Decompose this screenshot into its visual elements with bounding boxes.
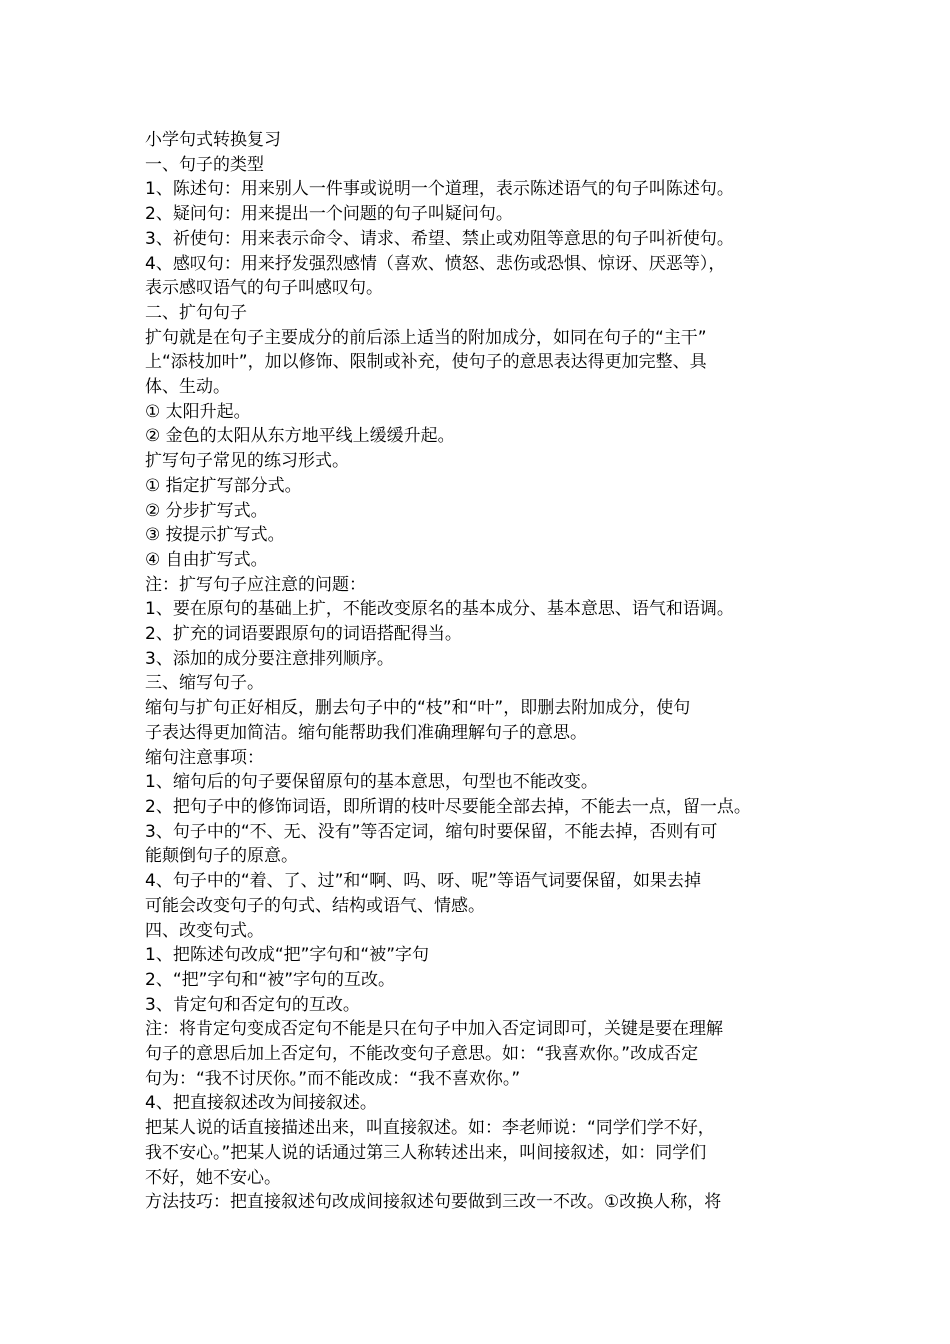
text-line: 体、生动。 bbox=[145, 377, 230, 398]
text-line: 2、把句子中的修饰词语，即所谓的枝叶尽要能全部去掉，不能去一点，留一点。 bbox=[145, 796, 751, 817]
list-item: ③ 按提示扩写式。 bbox=[145, 525, 285, 546]
section-heading-sentence-types: 一、句子的类型 bbox=[145, 154, 264, 175]
text-line: 缩句与扩句正好相反，删去句子中的“枝”和“叶”，即删去附加成分，使句 bbox=[145, 698, 691, 719]
text-line: 句子的意思后加上否定句，不能改变句子意思。如：“我喜欢你。”改成否定 bbox=[145, 1044, 699, 1065]
text-line: 2、扩充的词语要跟原句的词语搭配得当。 bbox=[145, 624, 462, 645]
text-line: 句为：“我不讨厌你。”而不能改成：“我不喜欢你。” bbox=[145, 1068, 521, 1089]
text-line: 3、句子中的“不、无、没有”等否定词，缩句时要保留，不能去掉，否则有可 bbox=[145, 821, 718, 842]
text-line: 3、添加的成分要注意排列顺序。 bbox=[145, 648, 394, 669]
text-line: 扩写句子常见的练习形式。 bbox=[145, 451, 349, 472]
text-line: 4、句子中的“着、了、过”和“啊、吗、呀、呢”等语气词要保留，如果去掉 bbox=[145, 871, 702, 892]
text-line: 4、感叹句：用来抒发强烈感情（喜欢、愤怒、悲伤或恐惧、惊讶、厌恶等）， bbox=[145, 253, 726, 274]
list-item: ① 指定扩写部分式。 bbox=[145, 475, 302, 496]
text-line: 能颠倒句子的原意。 bbox=[145, 846, 298, 867]
text-line: 注：将肯定句变成否定句不能是只在句子中加入否定词即可，关键是要在理解 bbox=[145, 1019, 723, 1040]
note-heading: 注：扩写句子应注意的问题： bbox=[145, 574, 366, 595]
document-title: 小学句式转换复习 bbox=[145, 130, 281, 150]
text-line: 缩句注意事项： bbox=[145, 747, 264, 768]
text-line: 方法技巧：把直接叙述句改成间接叙述句要做到三改一不改。①改换人称，将 bbox=[145, 1192, 722, 1213]
section-heading-expand-sentences: 二、扩句句子 bbox=[145, 302, 247, 323]
text-line: 1、要在原句的基础上扩，不能改变原名的基本成分、基本意思、语气和语调。 bbox=[145, 599, 734, 620]
text-line: 表示感叹语气的句子叫感叹句。 bbox=[145, 278, 383, 299]
text-line: 我不安心。”把某人说的话通过第三人称转述出来，叫间接叙述，如：同学们 bbox=[145, 1142, 707, 1163]
text-line: 2、“把”字句和“被”字句的互改。 bbox=[145, 969, 396, 990]
example-item: ② 金色的太阳从东方地平线上缓缓升起。 bbox=[145, 426, 455, 447]
text-line: 4、把直接叙述改为间接叙述。 bbox=[145, 1093, 377, 1114]
text-line: 上“添枝加叶”，加以修饰、限制或补充，使句子的意思表达得更加完整、具 bbox=[145, 352, 707, 373]
document-body bbox=[145, 128, 817, 1215]
list-item: ④ 自由扩写式。 bbox=[145, 549, 268, 570]
text-line: 3、祈使句：用来表示命令、请求、希望、禁止或劝阻等意思的句子叫祈使句。 bbox=[145, 228, 734, 249]
text-line: 扩句就是在句子主要成分的前后添上适当的附加成分，如同在句子的“主干” bbox=[145, 327, 707, 348]
section-heading-change-sentence-form: 四、改变句式。 bbox=[145, 920, 264, 941]
example-item: ① 太阳升起。 bbox=[145, 401, 251, 422]
text-line: 不好，她不安心。 bbox=[145, 1167, 281, 1188]
section-heading-shorten-sentences: 三、缩写句子。 bbox=[145, 673, 264, 694]
text-line: 把某人说的话直接描述出来，叫直接叙述。如：李老师说：“同学们学不好， bbox=[145, 1118, 715, 1139]
list-item: ② 分步扩写式。 bbox=[145, 500, 268, 521]
text-line: 可能会改变句子的句式、结构或语气、情感。 bbox=[145, 895, 485, 916]
text-line: 2、疑问句：用来提出一个问题的句子叫疑问句。 bbox=[145, 204, 513, 225]
text-line: 1、陈述句：用来别人一件事或说明一个道理，表示陈述语气的句子叫陈述句。 bbox=[145, 179, 734, 200]
text-line: 1、缩句后的句子要保留原句的基本意思，句型也不能改变。 bbox=[145, 772, 598, 793]
text-line: 1、把陈述句改成“把”字句和“被”字句 bbox=[145, 945, 430, 966]
text-line: 子表达得更加简洁。缩句能帮助我们准确理解句子的意思。 bbox=[145, 722, 587, 743]
text-line: 3、肯定句和否定句的互改。 bbox=[145, 994, 360, 1015]
